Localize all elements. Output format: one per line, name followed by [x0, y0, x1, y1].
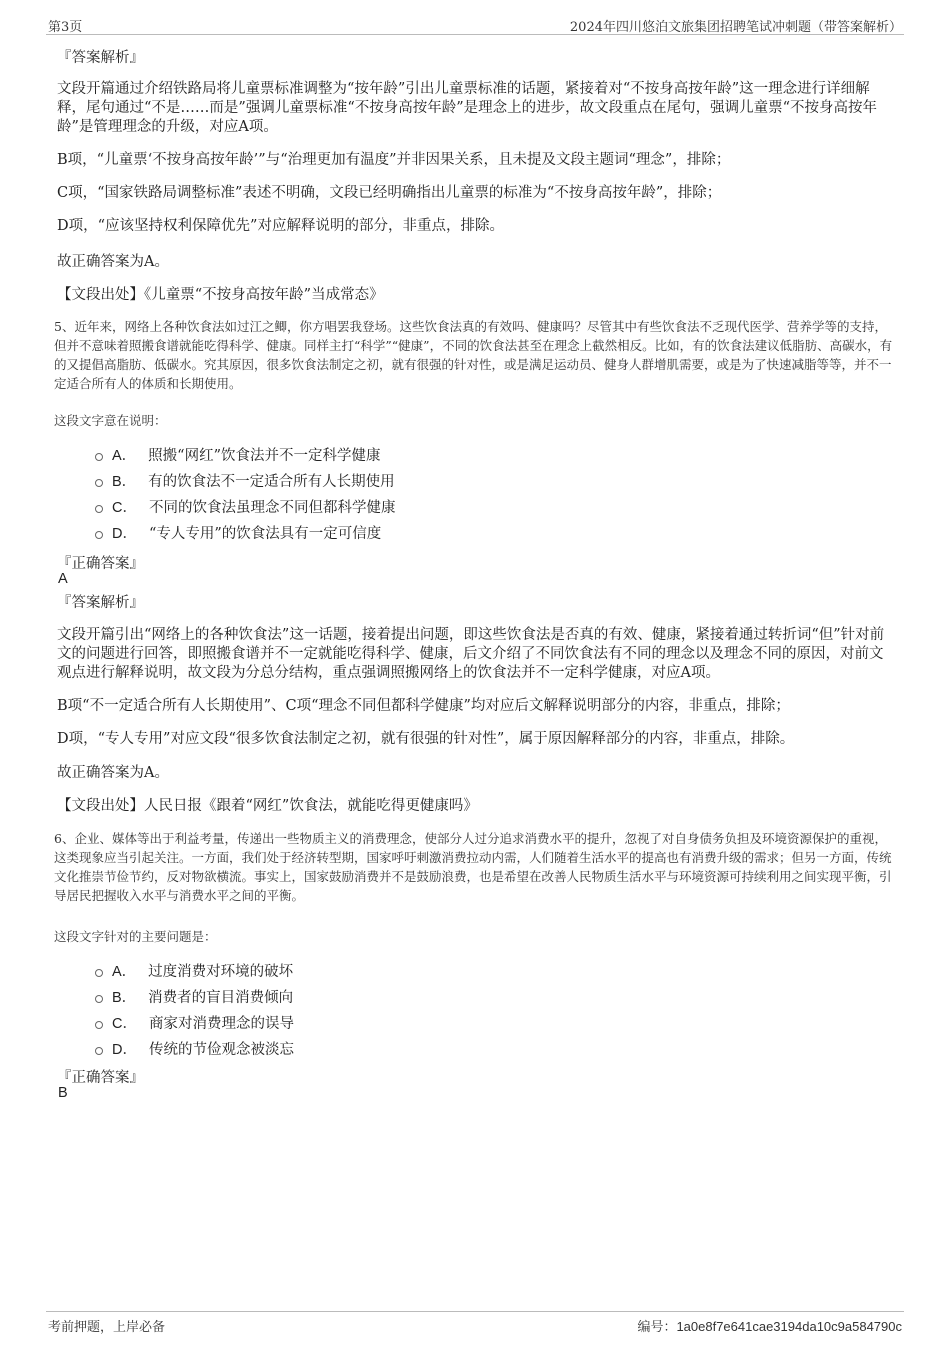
option-list — [95, 441, 395, 545]
source-citation: 【文段出处】《儿童票“不按身高按年龄”当成常态》 — [57, 287, 384, 303]
radio-icon[interactable] — [95, 969, 103, 977]
radio-icon[interactable] — [95, 479, 103, 487]
analysis-paragraph: C项，“国家铁路局调整标准”表述不明确，文段已经明确指出儿童票的标准为“不按身高按年龄”，排除； — [57, 185, 722, 201]
document-id: 编号：1a0e8f7e641cae3194da10c9a584790c — [637, 1319, 902, 1334]
correct-answer: B — [58, 1085, 68, 1101]
analysis-paragraph: 文段开篇通过介绍铁路局将儿童票标准调整为“按年龄”引出儿童票标准的话题，紧接着对“不按身高按年龄”这一理念进行详细解释，尾句通过“不是……而是”强调儿童票标准“不按身高按年龄”是理念上的进步，故文段重点在尾句，强调儿童票“不按身高按年龄”是管理理念的升级，对应A项。 — [57, 81, 878, 135]
radio-icon[interactable] — [95, 531, 103, 539]
analysis-paragraph: B项，“儿童票‘不按身高按年龄’”与“治理更加有温度”并非因果关系，且未提及文段主题词“理念”，排除； — [57, 152, 731, 168]
question-prompt: 这段文字针对的主要问题是： — [54, 929, 217, 944]
answer-conclusion: 故正确答案为A。 — [57, 765, 169, 781]
question-prompt: 这段文字意在说明： — [54, 413, 167, 428]
analysis-label: 『答案解析』 — [57, 50, 144, 66]
radio-icon[interactable] — [95, 995, 103, 1003]
option-b[interactable]: B． 有的饮食法不一定适合所有人长期使用 — [95, 467, 395, 493]
question-text: 6、企业、媒体等出于利益考量，传递出一些物质主义的消费理念，使部分人过分追求消费水平的提升，忽视了对自身债务负担及环境资源保护的重视，这类现象应当引起关注。一方面，我们处于经济转型期，国家呼吁刺激消费拉动内需，人们随着生活水平的提高也有消费升级的需求；但另一方面，传统文化推崇节俭节约，反对物欲横流。事实上，国家鼓励消费并不是鼓励浪费，也是希望在改善人民物质生活水平与环境资源可持续利用之间实现平衡，引导居民把握收入水平与消费水平之间的平衡。 — [54, 831, 892, 903]
option-list — [95, 957, 294, 1061]
option-b[interactable]: B． 消费者的盲目消费倾向 — [95, 983, 294, 1009]
radio-icon[interactable] — [95, 1047, 103, 1055]
document-title: 2024年四川悠泊文旅集团招聘笔试冲刺题（带答案解析） — [569, 20, 902, 35]
option-a[interactable]: A． 过度消费对环境的破坏 — [95, 957, 294, 983]
option-d[interactable]: D． 传统的节俭观念被淡忘 — [95, 1035, 294, 1061]
analysis-paragraph: D项，“专人专用”对应文段“很多饮食法制定之初，就有很强的针对性”，属于原因解释部分的内容，非重点，排除。 — [57, 731, 795, 747]
page-number: 第3页 — [48, 20, 83, 35]
question-text: 5、近年来，网络上各种饮食法如过江之鲫，你方唱罢我登场。这些饮食法真的有效吗、健康吗？尽管其中有些饮食法不乏现代医学、营养学等的支持，但并不意味着照搬食谱就能吃得科学、健康。同样主打“科学”“健康”，不同的饮食法甚至在理念上截然相反。比如，有的饮食法建议低脂肪、高碳水，有的又提倡高脂肪、低碳水。究其原因，很多饮食法制定之初，就有很强的针对性，或是满足运动员、健身人群增肌需要，或是为了快速减脂等等，并不一定适合所有人的体质和长期使用。 — [54, 319, 893, 391]
footer-slogan: 考前押题，上岸必备 — [48, 1320, 166, 1335]
analysis-paragraph: B项“不一定适合所有人长期使用”、C项“理念不同但都科学健康”均对应后文解释说明部分的内容，非重点，排除； — [57, 698, 790, 714]
radio-icon[interactable] — [95, 453, 103, 461]
option-c[interactable]: C． 商家对消费理念的误导 — [95, 1009, 294, 1035]
analysis-label: 『答案解析』 — [57, 595, 144, 611]
option-d[interactable]: D． “专人专用”的饮食法具有一定可信度 — [95, 519, 395, 545]
correct-answer-label: 『正确答案』 — [57, 556, 144, 572]
radio-icon[interactable] — [95, 505, 103, 513]
correct-answer: A — [58, 571, 68, 587]
answer-conclusion: 故正确答案为A。 — [57, 254, 169, 270]
source-citation: 【文段出处】人民日报《跟着“网红”饮食法，就能吃得更健康吗》 — [57, 798, 478, 814]
option-c[interactable]: C． 不同的饮食法虽理念不同但都科学健康 — [95, 493, 395, 519]
radio-icon[interactable] — [95, 1021, 103, 1029]
page-header — [46, 14, 904, 35]
analysis-paragraph: D项，“应该坚持权利保障优先”对应解释说明的部分，非重点，排除。 — [57, 218, 504, 234]
correct-answer-label: 『正确答案』 — [57, 1070, 144, 1086]
analysis-paragraph: 文段开篇引出“网络上的各种饮食法”这一话题，接着提出问题，即这些饮食法是否真的有效、健康，紧接着通过转折词“但”针对前文的问题进行回答，即照搬食谱并不一定就能吃得科学、健康，后文介绍了不同饮食法有不同的理念以及理念不同的原因，对前文观点进行解释说明，故文段为分总分结构，重点强调照搬网络上的饮食法并不一定科学健康，对应A项。 — [57, 627, 885, 681]
option-a[interactable]: A． 照搬“网红”饮食法并不一定科学健康 — [95, 441, 395, 467]
page-footer — [46, 1311, 904, 1336]
